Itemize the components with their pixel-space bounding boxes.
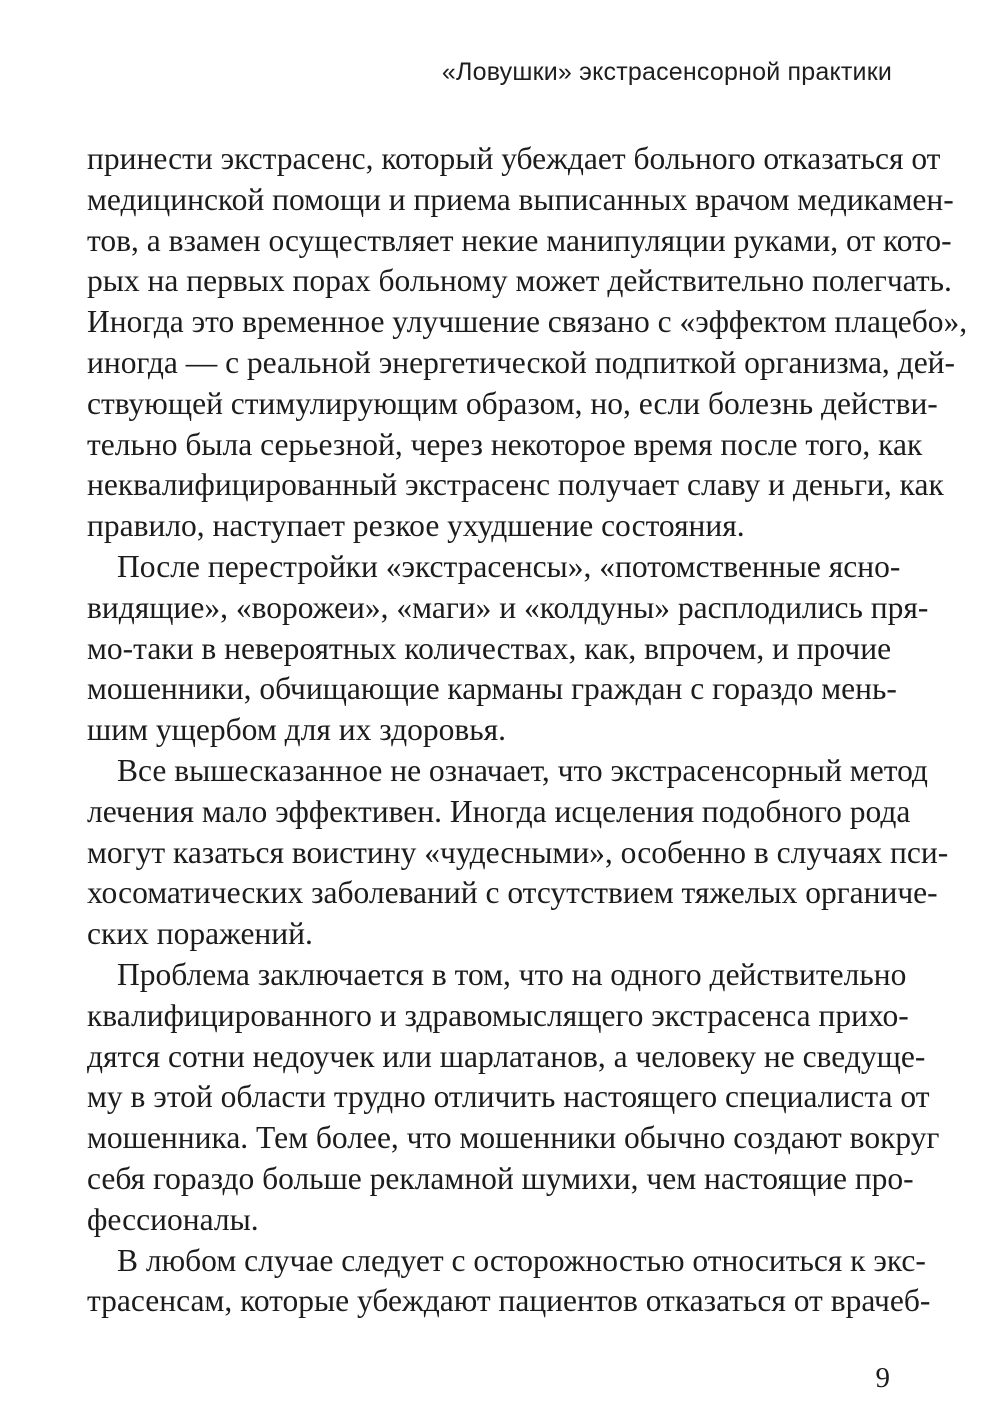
text-line: тов, а взамен осуществляет некие манипуляции руками, от кото- [87,222,952,258]
paragraph-1 [87,139,968,547]
text-line: мошенники, обчищающие карманы граждан с гораздо мень- [87,671,897,707]
text-line: лечения мало эффективен. Иногда исцеления подобного рода [87,793,911,829]
text-line: Все вышесказанное не означает, что экстрасенсорный метод [117,752,928,788]
text-line: мо-таки в невероятных количествах, как, впрочем, и прочие [87,630,892,666]
text-line: дятся сотни недоучек или шарлатанов, а человеку не сведуще- [87,1038,926,1074]
text-line: себя гораздо больше рекламной шумихи, чем настоящие про- [87,1160,914,1196]
text-line: В любом случае следует с осторожностью относиться к экс- [117,1242,926,1278]
paragraph-2 [87,547,929,751]
text-line: му в этой области трудно отличить настоящего специалиста от [87,1079,930,1115]
text-line: неквалифицированный экстрасенс получает славу и деньги, как [87,467,944,503]
text-line: ствующей стимулирующим образом, но, если болезнь действи- [87,385,938,421]
running-header: «Ловушки» экстрасенсорной практики [441,58,892,86]
paragraph-3 [87,751,949,955]
paragraph-4 [87,955,940,1241]
text-line: видящие», «ворожеи», «маги» и «колдуны» расплодились пря- [87,589,929,625]
body-text [87,139,968,1322]
text-line: хосоматических заболеваний с отсутствием тяжелых органиче- [87,875,938,911]
text-line: мошенника. Тем более, что мошенники обычно создают вокруг [87,1120,940,1156]
text-line: квалифицированного и здравомыслящего экстрасенса прихо- [87,997,909,1033]
text-line: Иногда это временное улучшение связано с «эффектом плацебо», [87,304,968,340]
text-line: ских поражений. [87,916,313,952]
text-line: После перестройки «экстрасенсы», «потомственные ясно- [117,548,901,584]
text-line: рых на первых порах больному может действительно полегчать. [87,263,952,299]
page-number: 9 [875,1362,890,1394]
text-line: тельно была серьезной, через некоторое время после того, как [87,426,923,462]
text-line: трасенсам, которые убеждают пациентов отказаться от врачеб- [87,1283,931,1319]
text-line: могут казаться воистину «чудесными», особенно в случаях пси- [87,834,949,870]
text-line: принести экстрасенс, который убеждает больного отказаться от [87,141,941,176]
text-line: Проблема заключается в том, что на одного действительно [117,956,907,992]
paragraph-5 [87,1241,931,1323]
text-line: правило, наступает резкое ухудшение состояния. [87,508,745,544]
text-line: медицинской помощи и приема выписанных врачом медикамен- [87,181,954,217]
text-line: шим ущербом для их здоровья. [87,712,506,748]
text-line: иногда — с реальной энергетической подпиткой организма, дей- [87,344,956,380]
text-line: фессионалы. [87,1201,259,1237]
